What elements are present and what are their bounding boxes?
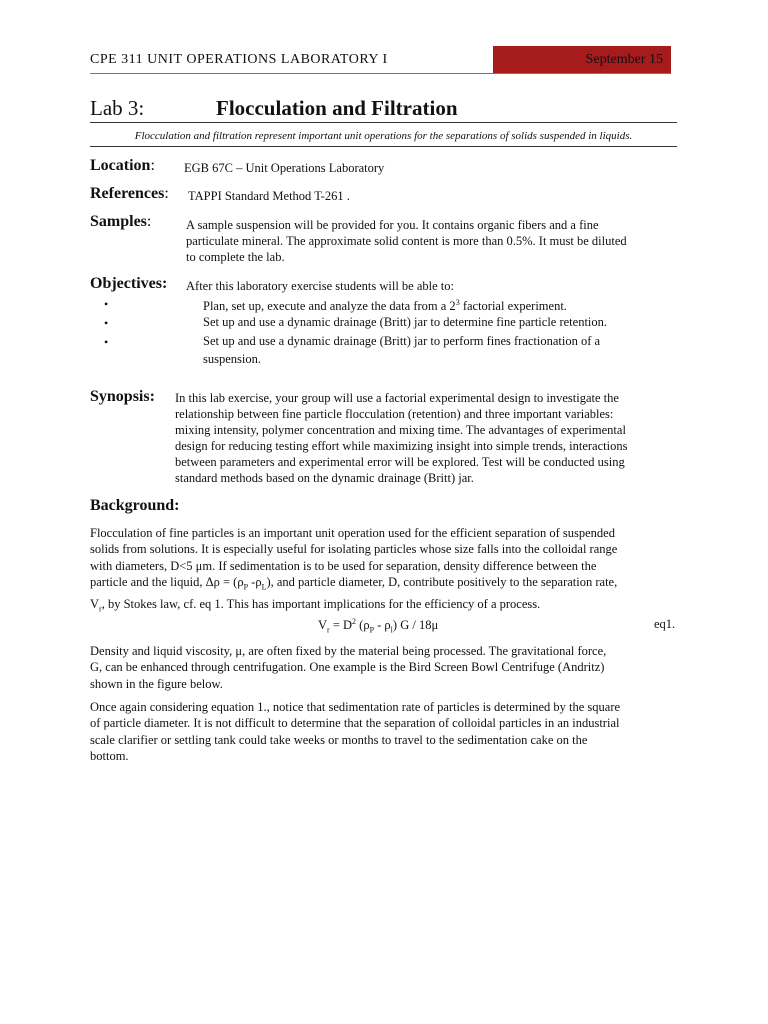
location-label: Location: <box>90 157 155 174</box>
background-heading: Background: <box>90 497 180 514</box>
stokes-equation: $V_r = D^2$ $(\rho_P - \rho_l)$ G / 18μ <box>318 617 439 635</box>
background-paragraph-3: Once again considering equation 1., notice that sedimentation rate of particles is determined by the square of particle diameter. It is not difficult to determine that the separation of colloidal particles in an industrial scale clarifier or settling tank could take weeks or months to travel to the sedimentation cake on the bottom. <box>90 700 621 763</box>
header-divider <box>90 73 671 74</box>
title-divider <box>90 122 677 123</box>
synopsis-text: In this lab exercise, your group will use a factorial experimental design to investigate the relationship between fine particle flocculation (retention) and three important variables: mixing intensity, polymer concentration and mixing time. The advantages of experimental design for reducing testing effort while maximizing insight into simple trends, interactions between parameters and experimental error will be explored. Test will be conducted using standard methods based on the dynamic drainage (Britt) jar. <box>175 391 628 485</box>
lab-tagline: Flocculation and filtration represent important unit operations for the separations of solids suspended in liquids. <box>134 130 633 142</box>
references-value: TAPPI Standard Method T-261 . <box>188 189 350 203</box>
tagline-divider <box>90 146 677 147</box>
date-badge: September 15 <box>493 46 671 73</box>
objectives-intro: After this laboratory exercise students will be able to: <box>186 279 454 293</box>
background-paragraph-1: Flocculation of fine particles is an important unit operation used for the efficient separation of suspended solids from solutions. It is especially useful for isolating particles whose size falls into the colloidal range with diameters, D<5 μm. If sedimentation is to be used for separation, density difference between the particle and the liquid, $\Delta\rho = (\rho_P$ $-\rho_L$), and particle diameter, D, contribute positively to the separation rate, $V_r$, by Stokes law, cf. eq 1. This has important implications for the efficiency of a process. <box>90 526 618 614</box>
bullet-icon: • <box>104 316 109 330</box>
equation-label: eq1. <box>654 617 676 631</box>
course-header: CPE 311 UNIT OPERATIONS LABORATORY I <box>90 52 388 67</box>
background-paragraph-2: Density and liquid viscosity, μ, are often fixed by the material being processed. The gravitational force, G, can be enhanced through centrifugation. One example is the Bird Screen Bowl Centrifuge (Andritz) shown in the figure below. <box>90 644 607 691</box>
references-label: References: <box>90 185 169 202</box>
objective-item: Set up and use a dynamic drainage (Britt) jar to determine fine particle retention. <box>203 315 608 329</box>
objective-item: Set up and use a dynamic drainage (Britt) jar to perform fines fractionation of a suspension. <box>203 334 601 366</box>
samples-label: Samples: <box>90 213 152 230</box>
bullet-icon: • <box>104 335 109 349</box>
lab-number: Lab 3: <box>90 96 145 120</box>
lab-title: Flocculation and Filtration <box>216 96 458 120</box>
synopsis-label: Synopsis: <box>90 388 155 405</box>
bullet-icon: • <box>104 297 109 311</box>
objectives-label: Objectives: <box>90 275 168 292</box>
location-value: EGB 67C – Unit Operations Laboratory <box>184 161 385 175</box>
objective-item: Plan, set up, execute and analyze the data from a $2^3$ factorial experiment. <box>203 298 567 314</box>
samples-text: A sample suspension will be provided for you. It contains organic fibers and a fine particulate mineral. The approximate solid content is more than 0.5%. It must be diluted to complete the lab. <box>186 218 627 264</box>
